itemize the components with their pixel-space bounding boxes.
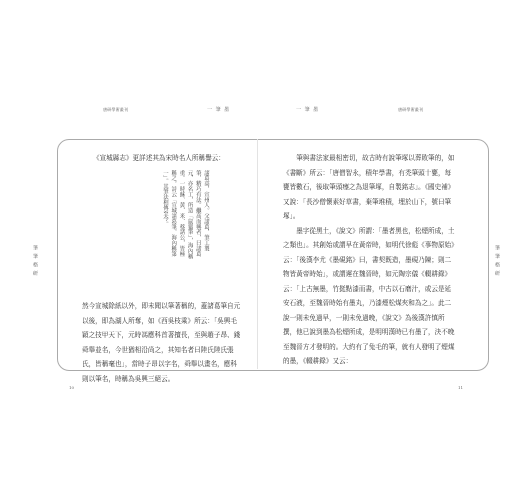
right-body bbox=[283, 151, 455, 369]
side-label-right: 筆 筆 格 研 bbox=[494, 245, 500, 277]
left-body-text: 然今宣城除紙以外，即未聞以筆著稱的，蓋諸葛筆自元以後，即為湖人所奪，如《西吳枝乘》所云：「吳興毛穎之技甲天下，元時馮應科首著擅長，至與趙子昂、錢舜舉並名，今世猶相沿尚之，其知名者曰陸氏陸氏張氏，皆稱毫也」，當時子昂以字名，舜舉以畫名，應科則以筆名，時稱為吳興三絕云。 bbox=[82, 302, 241, 383]
spine-gutter bbox=[257, 139, 258, 369]
side-label-left: 筆 筆 格 研 bbox=[32, 245, 38, 277]
running-head-right-outer: 唐研學術叢刊 bbox=[398, 107, 424, 112]
running-head-right-inner: 一 筆 墨 bbox=[296, 107, 320, 113]
page-number-left: 10 bbox=[69, 385, 75, 390]
left-intro bbox=[93, 151, 251, 166]
left-body bbox=[82, 299, 242, 386]
running-head-left-inner: 一 筆 墨 bbox=[207, 107, 231, 113]
right-paragraph-1: 筆與書法家最相密切，故古時有說筆塚以葬敗筆的，如《書斷》所云：「唐僧智永，積年學書，有禿筆頭十甕，每甕皆數石，後取筆頭瘞之為退筆塚，自製銘志」。《國史補》又說：「長沙僧懷素好草書，棄筆堆積，埋於山下，號曰筆塚」。 bbox=[283, 154, 455, 220]
right-paragraph-2: 墨字從黑土，《說文》所謂：「墨者黑也，松煙所成，土之類也」。其創始或謂早在黃帝時，如明代徐彪《事物原始》云：「後漢李尤《墨硯銘》曰，書契既造，墨硯乃陳；則二物皆黃帝時始」，或謂遲在魏晉時，如元陶宗儀《輟耕錄》云：「上古無墨，竹挺點漆而書，中古以石磨汁，或云是延安石液，至魏晉時始有墨丸，乃漆煙松煤夾和為之」。此二說一則未免過早，一則未免過晚，《說文》為後漢許慎所撰，他已說到墨為松煙所成，是明明漢時已有墨了，決不晚至魏晉方才發明的。大約有了兔毛的筆，就有人發明了煙煤的墨，《輟耕錄》又云： bbox=[283, 226, 455, 365]
running-head-left-outer: 唐研學術叢刊 bbox=[103, 107, 129, 112]
page-number-right: 11 bbox=[458, 385, 464, 390]
left-quote-block: 諸葛高，宣州人。父諸葛，筆工製筆，精巧有法。繼高而興者，曰諸葛元，亦名工，所造「鼠鬚筆」，海內稱重。一時蘇、黃、米、蔡諸公，皆極稱之。詩云「宣城諸葛筆，海內稱第一」。其筆法相傳至今。 bbox=[161, 170, 209, 260]
left-intro-text: 《宣城縣志》更詳述其為宋時名人所稱譽云： bbox=[93, 154, 225, 162]
